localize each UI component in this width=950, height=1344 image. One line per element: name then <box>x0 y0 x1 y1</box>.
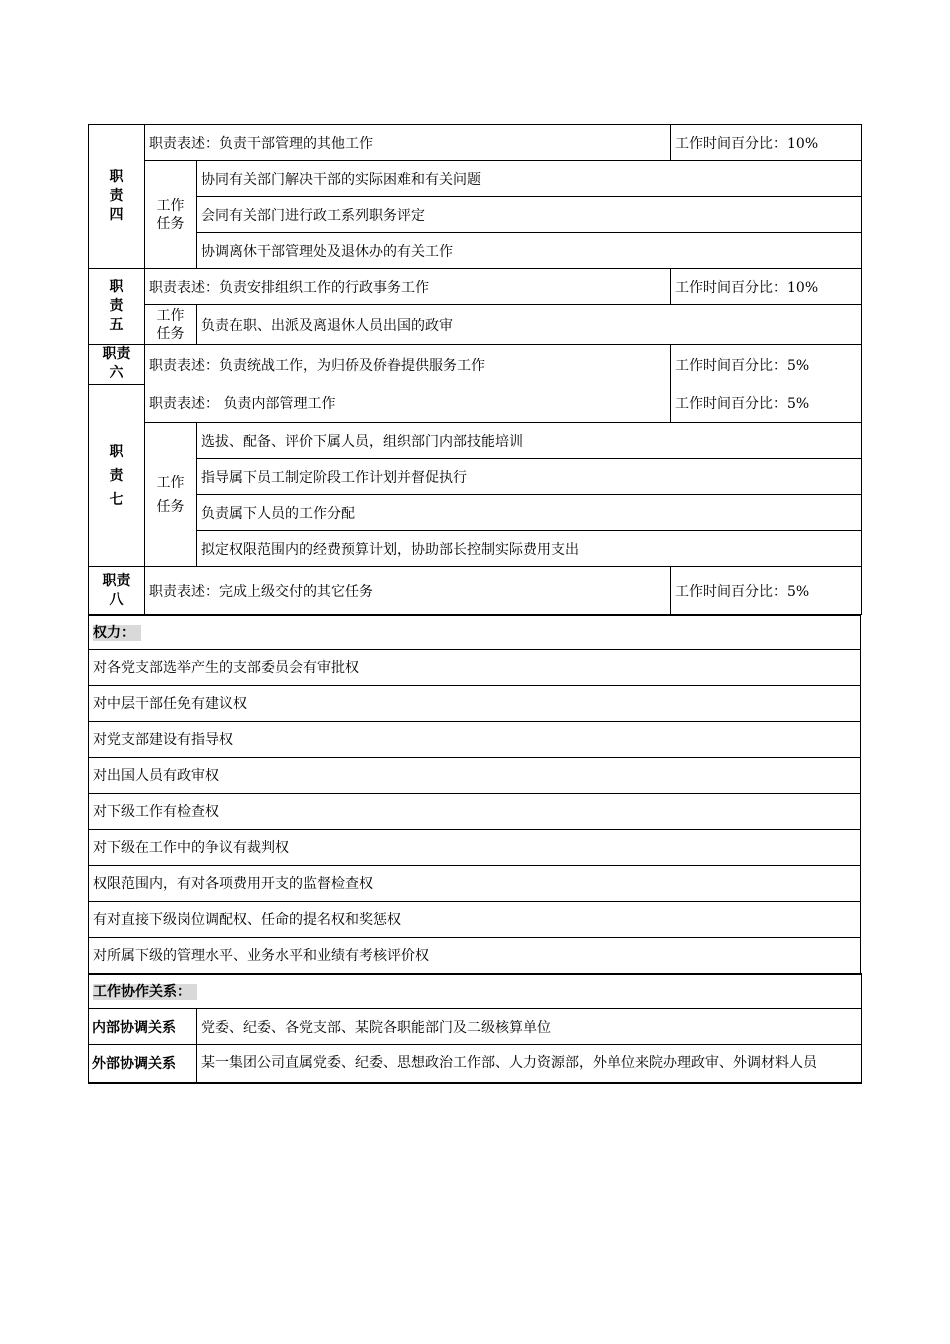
external-relations-value: 某一集团公司直属党委、纪委、思想政治工作部、人力资源部，外单位来院办理政审、外调材料人员 <box>197 1045 862 1083</box>
job-description-document <box>88 124 861 1084</box>
duty-7-task-label: 工作 任务 <box>145 423 197 567</box>
duty-7-time-percent: 工作时间百分比：5% <box>671 385 862 423</box>
internal-relations-label: 内部协调关系 <box>89 1009 197 1045</box>
duty-4-task-label: 工作 任务 <box>145 161 197 269</box>
authority-item: 对中层干部任免有建议权 <box>89 685 861 721</box>
external-relations-label: 外部协调关系 <box>89 1045 197 1083</box>
relations-table <box>88 973 862 1084</box>
duty-7-description: 职责表述： 负责内部管理工作 <box>145 385 671 423</box>
authority-item: 权限范围内，有对各项费用开支的监督检查权 <box>89 865 861 901</box>
duty-4-description: 职责表述：负责干部管理的其他工作 <box>145 125 671 161</box>
duty-6-title: 职责 六 <box>89 345 145 385</box>
duty-7-task: 选拔、配备、评价下属人员，组织部门内部技能培训 <box>197 423 862 459</box>
duty-4-time-percent: 工作时间百分比：10% <box>671 125 862 161</box>
authority-item: 有对直接下级岗位调配权、任命的提名权和奖惩权 <box>89 901 861 937</box>
authority-item: 对所属下级的管理水平、业务水平和业绩有考核评价权 <box>89 937 861 973</box>
duty-7-task: 负责属下人员的工作分配 <box>197 495 862 531</box>
authority-table <box>88 614 861 974</box>
duty-4-title: 职 责 四 <box>89 125 145 269</box>
relations-heading: 工作协作关系： <box>89 974 862 1009</box>
duty-7-task: 指导属下员工制定阶段工作计划并督促执行 <box>197 459 862 495</box>
duty-4-task: 会同有关部门进行政工系列职务评定 <box>197 197 862 233</box>
authority-item: 对出国人员有政审权 <box>89 757 861 793</box>
duty-5-time-percent: 工作时间百分比：10% <box>671 269 862 305</box>
duty-5-task-label: 工作 任务 <box>145 305 197 345</box>
authority-heading: 权力： <box>89 615 861 649</box>
authority-item: 对党支部建设有指导权 <box>89 721 861 757</box>
duty-4-task: 协同有关部门解决干部的实际困难和有关问题 <box>197 161 862 197</box>
duty-7-task: 拟定权限范围内的经费预算计划，协助部长控制实际费用支出 <box>197 531 862 567</box>
duty-6-description: 职责表述：负责统战工作，为归侨及侨眷提供服务工作 <box>145 345 671 385</box>
internal-relations-value: 党委、纪委、各党支部、某院各职能部门及二级核算单位 <box>197 1009 862 1045</box>
duty-5-task: 负责在职、出派及离退休人员出国的政审 <box>197 305 862 345</box>
duty-4-task: 协调离休干部管理处及退休办的有关工作 <box>197 233 862 269</box>
duty-8-description: 职责表述：完成上级交付的其它任务 <box>145 567 671 615</box>
duty-8-title: 职责 八 <box>89 567 145 615</box>
duty-5-title: 职 责 五 <box>89 269 145 345</box>
duty-7-title: 职 责 七 <box>89 385 145 567</box>
authority-item: 对下级工作有检查权 <box>89 793 861 829</box>
duty-6-time-percent: 工作时间百分比：5% <box>671 345 862 385</box>
duty-5-description: 职责表述：负责安排组织工作的行政事务工作 <box>145 269 671 305</box>
duty-8-time-percent: 工作时间百分比：5% <box>671 567 862 615</box>
authority-item: 对下级在工作中的争议有裁判权 <box>89 829 861 865</box>
duties-table <box>88 124 862 615</box>
authority-item: 对各党支部选举产生的支部委员会有审批权 <box>89 649 861 685</box>
